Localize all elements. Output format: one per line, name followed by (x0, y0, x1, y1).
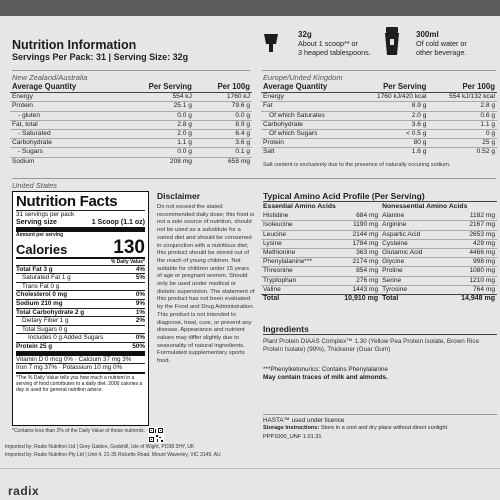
amino-essential-value: 2174 mg (331, 258, 381, 267)
amino-essential-name: Methionine (261, 249, 331, 258)
nz-cell-serving: 208 mg (119, 157, 194, 166)
product-code: PPP1000_UNF 1.01.31 (263, 434, 322, 440)
amino-row (261, 249, 497, 258)
eu-header-qty: Average Quantity (261, 83, 355, 93)
nz-cell-serving: 554 kJ (172, 93, 192, 101)
amino-essential-value: 2144 mg (331, 230, 381, 239)
amino-row (261, 212, 497, 221)
allergen-info (263, 366, 495, 382)
nf-nutrient-label: Saturated Fat 1 g (22, 274, 71, 282)
eu-cell-100g: 2.8 g (428, 102, 497, 111)
amino-nonessential-name: Glycine (380, 258, 443, 267)
nf-nutrient-label: Sodium 210 mg (16, 299, 63, 307)
nz-row (10, 148, 252, 157)
nf-nutrient-row (16, 333, 145, 342)
nf-nutrient-row (16, 299, 145, 308)
amino-nonessential-value: 998 mg (443, 258, 497, 267)
nz-cell-100g: 0.0 g (194, 111, 252, 120)
eu-table (261, 83, 497, 157)
amino-essential-name: Threonine (261, 267, 331, 276)
scoop-desc-1: About 1 scoop** or (298, 39, 358, 48)
scoop-amount: 32g (298, 30, 312, 39)
nz-cell-serving: 0.0 g (119, 111, 194, 120)
amino-essential-value: 1190 mg (331, 221, 381, 230)
nf-nutrient-row (16, 308, 145, 317)
nf-amount-label: Amount per serving (16, 231, 64, 238)
nf-nutrient-label: Total Fat 3 g (16, 265, 53, 273)
nutrition-facts-label (12, 191, 149, 426)
eu-cell-100g: 0.6 g (428, 111, 497, 120)
amino-nonessential-value: 1182 mg (469, 212, 495, 220)
divider (262, 70, 496, 71)
nf-nutrient-label: Dietary Fiber 1 g (22, 317, 69, 325)
nz-cell-serving: 25.1 g (119, 102, 194, 111)
amino-essential-value: 854 mg (331, 267, 381, 276)
nf-nutrient-dv: 50% (132, 342, 145, 350)
divider (263, 334, 497, 335)
eu-cell-label: Of which Saturates (261, 111, 355, 120)
amino-total-essential: 10,910 mg (331, 295, 381, 304)
eu-cell-100g: 0.52 g (428, 148, 497, 157)
nz-cell-serving: 1.1 g (119, 139, 194, 148)
nf-serving-size-value: 1 Scoop (1.1 oz) (91, 218, 145, 226)
amino-essential-name: Valine (261, 285, 331, 294)
nf-footnote: *The % Daily Value tells you how much a nutrient in a serving of food contributes to a daily diet. 2000 calories a day is used for general nutrition advice. (16, 374, 143, 393)
pku-note: ***Phenylketonurics: Contains Phenylalanine (263, 366, 388, 373)
amino-row (261, 221, 497, 230)
amino-nonessential-value: 2167 mg (443, 221, 497, 230)
nf-nutrient-row (16, 325, 145, 334)
eu-row (261, 102, 497, 111)
shaker-icon (384, 27, 400, 55)
eu-cell-serving: < 0.5 g (355, 130, 429, 139)
nz-cell-serving: 0.0 g (119, 148, 194, 157)
amino-nonessential-name: Glutamic Acid (380, 249, 443, 258)
nz-cell-100g: 658 mg (194, 157, 252, 166)
water-amount: 300ml (416, 30, 439, 39)
amino-nonessential-value: 764 mg (443, 285, 497, 294)
nf-nutrient-row (16, 290, 145, 299)
region-nz: New Zealand/Australia (12, 73, 88, 82)
nz-row (10, 111, 252, 120)
eu-cell-label: Protein (261, 139, 355, 148)
nf-vitamins-1: Vitamin D 0 mcg 0% · Calcium 37 mg 3% (16, 355, 132, 363)
eu-cell-100g: 554 kJ/132 kcal (449, 93, 495, 101)
eu-row (261, 148, 497, 157)
amino-essential-name: Isoleucine (261, 221, 331, 230)
amino-nonessential-name: Proline (380, 267, 443, 276)
nf-nutrient-row (16, 282, 145, 291)
amino-total-label: Total (261, 295, 331, 304)
nz-cell-100g: 0.1 g (194, 148, 252, 157)
disclaimer-text: Do not exceed the stated recommended daily dose; this food is not a sole source of nutrition, should not be used as a substitute for a varied diet and should be consumed in conjunction with a nutritious diet; this product should be stored out of the reach of young children. Not suitable for children under 15 years of age or pregnant women. Should only be used under medical or dietetic supervision. The statement of this product has not been evaluated by the Food and Drug Administration. This product is not intended to diagnose, treat, cure, or prevent any disease. Appearance and nutrient values may differ slightly due to seasonality of natural ingredients. Formulated supplementary sports food. (157, 204, 255, 365)
nz-cell-100g: 79.6 g (194, 102, 252, 111)
nf-nutrient-row (16, 273, 145, 282)
eu-cell-serving: 3.6 g (355, 120, 429, 129)
nf-nutrient-dv: 0% (135, 334, 145, 342)
water-desc-1: Of cold water or (416, 39, 467, 48)
region-us: United States (12, 181, 58, 190)
servings-info: Servings Per Pack: 31 | Serving Size: 32g (12, 52, 189, 62)
nz-cell-serving: 2.0 g (119, 130, 194, 139)
water-instructions (416, 30, 467, 57)
eu-row (261, 93, 497, 102)
nf-nutrient-row (16, 265, 145, 274)
amino-essential-name: Phenylalanine*** (261, 258, 331, 267)
eu-cell-serving: 8.9 g (355, 102, 429, 111)
amino-essential-name: Leucine (261, 230, 331, 239)
nz-cell-100g: 1760 kJ (226, 93, 250, 101)
hasta-note: HASTA™ used under licence (263, 417, 345, 424)
amino-nonessential-name: Serine (380, 276, 443, 285)
nz-cell-serving: 2.8 g (119, 120, 194, 129)
nz-row (10, 102, 252, 111)
importer-uk: Imported by: Radix Nutrition Ltd | Grey Gables, Godshill, Isle of Wight, PO38 3HY, UK (5, 444, 195, 450)
qr-code-icon (148, 427, 164, 443)
nf-calories-label: Calories (16, 241, 68, 257)
amino-total-nonessential: 14,948 mg (443, 295, 497, 304)
eu-row (261, 120, 497, 129)
eu-cell-100g: 0 g (428, 130, 497, 139)
amino-row (261, 267, 497, 276)
nz-header-qty: Average Quantity (10, 83, 119, 93)
nz-cell-label: Fat, total (10, 120, 119, 129)
eu-cell-serving: 1.6 g (355, 148, 429, 157)
ingredients-title: Ingredients (263, 324, 309, 334)
nf-title: Nutrition Facts (16, 193, 118, 210)
nf-servings-count: 31 servings per pack (16, 211, 75, 218)
storage-instructions (263, 425, 495, 432)
nz-header-serving: Per Serving (119, 83, 194, 93)
nf-nutrient-label: Includes 0 g Added Sugars (28, 334, 104, 342)
nz-cell-label: Carbohydrate (10, 139, 119, 148)
amino-title: Typical Amino Acid Profile (Per Serving) (263, 191, 425, 201)
amino-essential-value: 276 mg (331, 276, 381, 285)
amino-essential-name: Histidine (263, 212, 289, 220)
nz-row (10, 130, 252, 139)
eu-cell-label: Of which Sugars (261, 130, 355, 139)
eu-cell-serving: 80 g (355, 139, 429, 148)
eu-cell-serving: 2.0 g (355, 111, 429, 120)
amino-nonessential-name: Alanine (382, 212, 405, 220)
eu-cell-serving: 1760 kJ/420 kcal (376, 93, 427, 101)
eu-header-serving: Per Serving (355, 83, 429, 93)
nf-nutrient-dv: 9% (135, 299, 145, 307)
eu-cell-100g: 1.1 g (428, 120, 497, 129)
nz-row (10, 93, 252, 102)
eu-cell-label: Salt (261, 148, 355, 157)
page-title: Nutrition Information (12, 38, 137, 52)
nf-under-note: *Contains less than 2% of the Daily Value of these nutrients. (12, 428, 146, 434)
nz-cell-label: - Sugars (10, 148, 119, 157)
nf-serving-size-label: Serving size (16, 218, 57, 226)
ingredients-text: Plant Protein DIAAS Complex™ 1.30 (Yellow Pea Protein Isolate, Brown Rice Protein Isolate) (99%), Thickener (Guar Gum) (263, 338, 480, 353)
nz-cell-label: - Saturated (10, 130, 119, 139)
amino-nonessential-header: Nonessential Amino Acids (382, 203, 468, 210)
nz-cell-label: - gluten (10, 111, 119, 120)
amino-essential-value: 1443 mg (331, 285, 381, 294)
nf-vitamins-2: Iron 7 mg 37% · Potassium 10 mg 0% (16, 364, 123, 372)
amino-nonessential-value: 2653 mg (443, 230, 497, 239)
nf-nutrient-label: Trans Fat 0 g (22, 282, 60, 290)
nf-nutrient-label: Total Carbohydrate 2 g (16, 308, 85, 316)
brand-logo: radix (8, 484, 40, 498)
amino-essential-name: Tryptophan (261, 276, 331, 285)
amino-nonessential-value: 4466 mg (443, 249, 497, 258)
amino-nonessential-name: Cysteine (380, 239, 443, 248)
nf-nutrient-row (16, 342, 145, 351)
amino-table (261, 203, 497, 303)
divider (263, 414, 497, 415)
nz-cell-100g: 3.6 g (194, 139, 252, 148)
eu-cell-label: Carbohydrate (261, 120, 355, 129)
nz-row (10, 120, 252, 129)
amino-total-label: Total (380, 295, 443, 304)
amino-essential-value: 363 mg (331, 249, 381, 258)
nf-nutrient-dv: 2% (135, 317, 145, 325)
eu-cell-label: Energy (263, 93, 284, 101)
eu-header-100g: Per 100g (428, 83, 497, 93)
nf-nutrient-dv: 0% (135, 291, 145, 299)
eu-cell-100g: 25 g (428, 139, 497, 148)
nf-nutrient-row (16, 316, 145, 325)
scoop-instructions (298, 30, 371, 57)
scoop-desc-2: 3 heaped tablespoons. (298, 48, 371, 57)
nf-nutrient-dv: 5% (135, 274, 145, 282)
scoop-icon (262, 30, 280, 52)
amino-nonessential-value: 429 mg (443, 239, 497, 248)
water-desc-2: other beverage. (416, 48, 467, 57)
eu-row (261, 130, 497, 139)
salt-note: Salt content is exclusively due to the presence of naturally occuring sodium. (263, 162, 451, 168)
allergen-note: May contain traces of milk and almonds. (263, 374, 388, 381)
nf-calories-value: 130 (113, 236, 145, 258)
nz-cell-label: Energy (12, 93, 33, 101)
nz-cell-label: Protein (10, 102, 119, 111)
amino-essential-value: 1784 mg (331, 239, 381, 248)
amino-nonessential-name: Arginine (380, 221, 443, 230)
nz-cell-100g: 6.4 g (194, 130, 252, 139)
top-band (0, 0, 500, 16)
nz-row (10, 139, 252, 148)
nz-cell-100g: 8.9 g (194, 120, 252, 129)
nf-nutrient-dv: 1% (135, 308, 145, 316)
nz-header-100g: Per 100g (194, 83, 252, 93)
region-eu: Europe/United Kingdom (263, 73, 343, 82)
amino-row (261, 276, 497, 285)
nz-cell-label: Sodium (10, 157, 119, 166)
amino-nonessential-name: Aspartic Acid (380, 230, 443, 239)
eu-cell-label: Fat (261, 102, 355, 111)
nf-rows (16, 265, 145, 351)
importer-au: Imported by: Radix Nutrition Pty Ltd | Unit 4, 21-35 Ricketts Road, Mount Waverley, VIC 3149, AU (5, 452, 221, 458)
amino-nonessential-name: Tyrosine (380, 285, 443, 294)
amino-essential-value: 684 mg (356, 212, 379, 220)
eu-row (261, 111, 497, 120)
divider (12, 70, 250, 71)
amino-row (261, 239, 497, 248)
nf-dv-label: % Daily Value* (110, 258, 145, 265)
amino-row (261, 230, 497, 239)
divider (0, 468, 500, 469)
amino-essential-name: Lysine (261, 239, 331, 248)
amino-row (261, 285, 497, 294)
nf-nutrient-label: Cholesterol 0 mg (16, 291, 68, 299)
divider (12, 178, 496, 179)
amino-nonessential-value: 1080 mg (443, 267, 497, 276)
amino-essential-header: Essential Amino Acids (263, 203, 336, 210)
amino-nonessential-value: 1210 mg (443, 276, 497, 285)
disclaimer-title: Disclaimer (157, 191, 200, 201)
nf-nutrient-label: Total Sugars 0 g (22, 325, 68, 333)
nz-row (10, 157, 252, 166)
nf-nutrient-dv: 4% (135, 265, 145, 273)
divider (263, 201, 497, 202)
nz-table (10, 83, 252, 166)
storage-text: Store in a cool and dry place without direct sunlight. (320, 425, 449, 431)
eu-row (261, 139, 497, 148)
amino-row (261, 258, 497, 267)
nf-nutrient-label: Protein 25 g (16, 342, 53, 350)
storage-label: Storage Instructions: (263, 425, 320, 431)
